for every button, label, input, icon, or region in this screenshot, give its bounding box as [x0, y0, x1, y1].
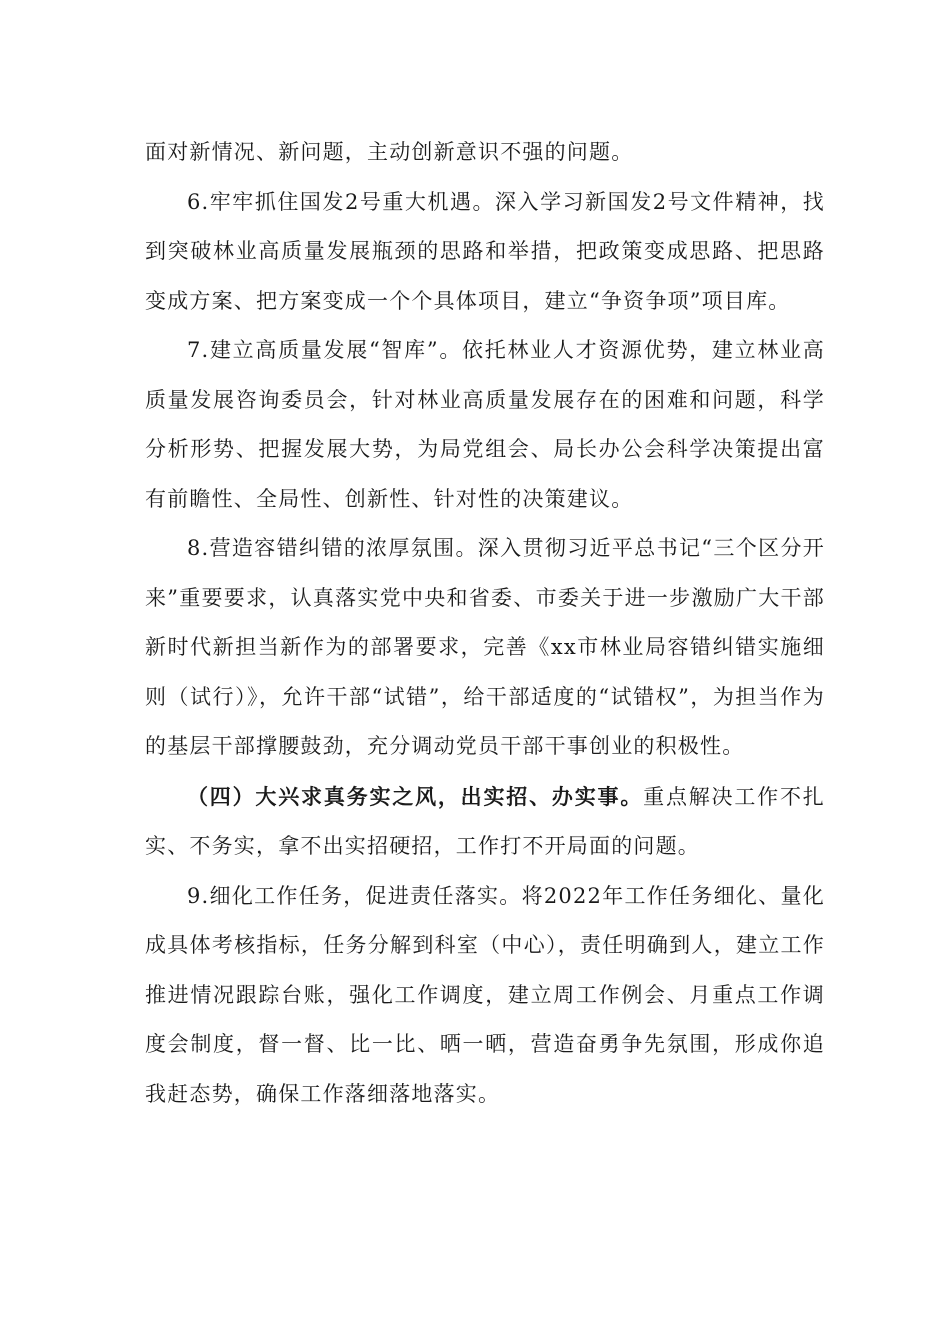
paragraph-continuation: 面对新情况、新问题，主动创新意识不强的问题。 [145, 140, 634, 164]
paragraph-item-7: 7.建立高质量发展“智库”。依托林业人才资源优势，建立林业高质量发展咨询委员会，针对林业高质量发展存在的困难和问题，科学分析形势、把握发展大势，为局党组会、局长办公会科学决策提出富有前瞻性、全局性、创新性、针对性的决策建议。 [145, 338, 825, 511]
paragraph-item-9: 9.细化工作任务，促进责任落实。将2022年工作任务细化、量化成具体考核指标，任务分解到科室（中心），责任明确到人，建立工作推进情况跟踪台账，强化工作调度，建立周工作例会、月重点工作调度会制度，督一督、比一比、晒一晒，营造奋勇争先氛围，形成你追我赶态势，确保工作落细落地落实。 [145, 883, 825, 1106]
section-4-heading: （四）大兴求真务实之风，出实招、办实事。 [187, 783, 644, 809]
paragraph-item-8: 8.营造容错纠错的浓厚氛围。深入贯彻习近平总书记“三个区分开来”重要要求，认真落实党中央和省委、市委关于进一步激励广大干部新时代新担当新作为的部署要求，完善《xx市林业局容错纠错实施细则（试行）》，允许干部“试错”，给干部适度的“试错权”，为担当作为的基层干部撑腰鼓劲，充分调动党员干部干事创业的积极性。 [145, 536, 825, 758]
paragraph-section-4 [145, 772, 825, 872]
paragraph-item-6: 6.牢牢抓住国发2号重大机遇。深入学习新国发2号文件精神，找到突破林业高质量发展瓶颈的思路和举措，把政策变成思路、把思路变成方案、把方案变成一个个具体项目，建立“争资争项”项目库。 [145, 189, 825, 313]
document-body [145, 128, 825, 1119]
section-4-body: 重点解决工作不扎实、不务实，拿不出实招硬招，工作打不开局面的问题。 [145, 784, 825, 858]
